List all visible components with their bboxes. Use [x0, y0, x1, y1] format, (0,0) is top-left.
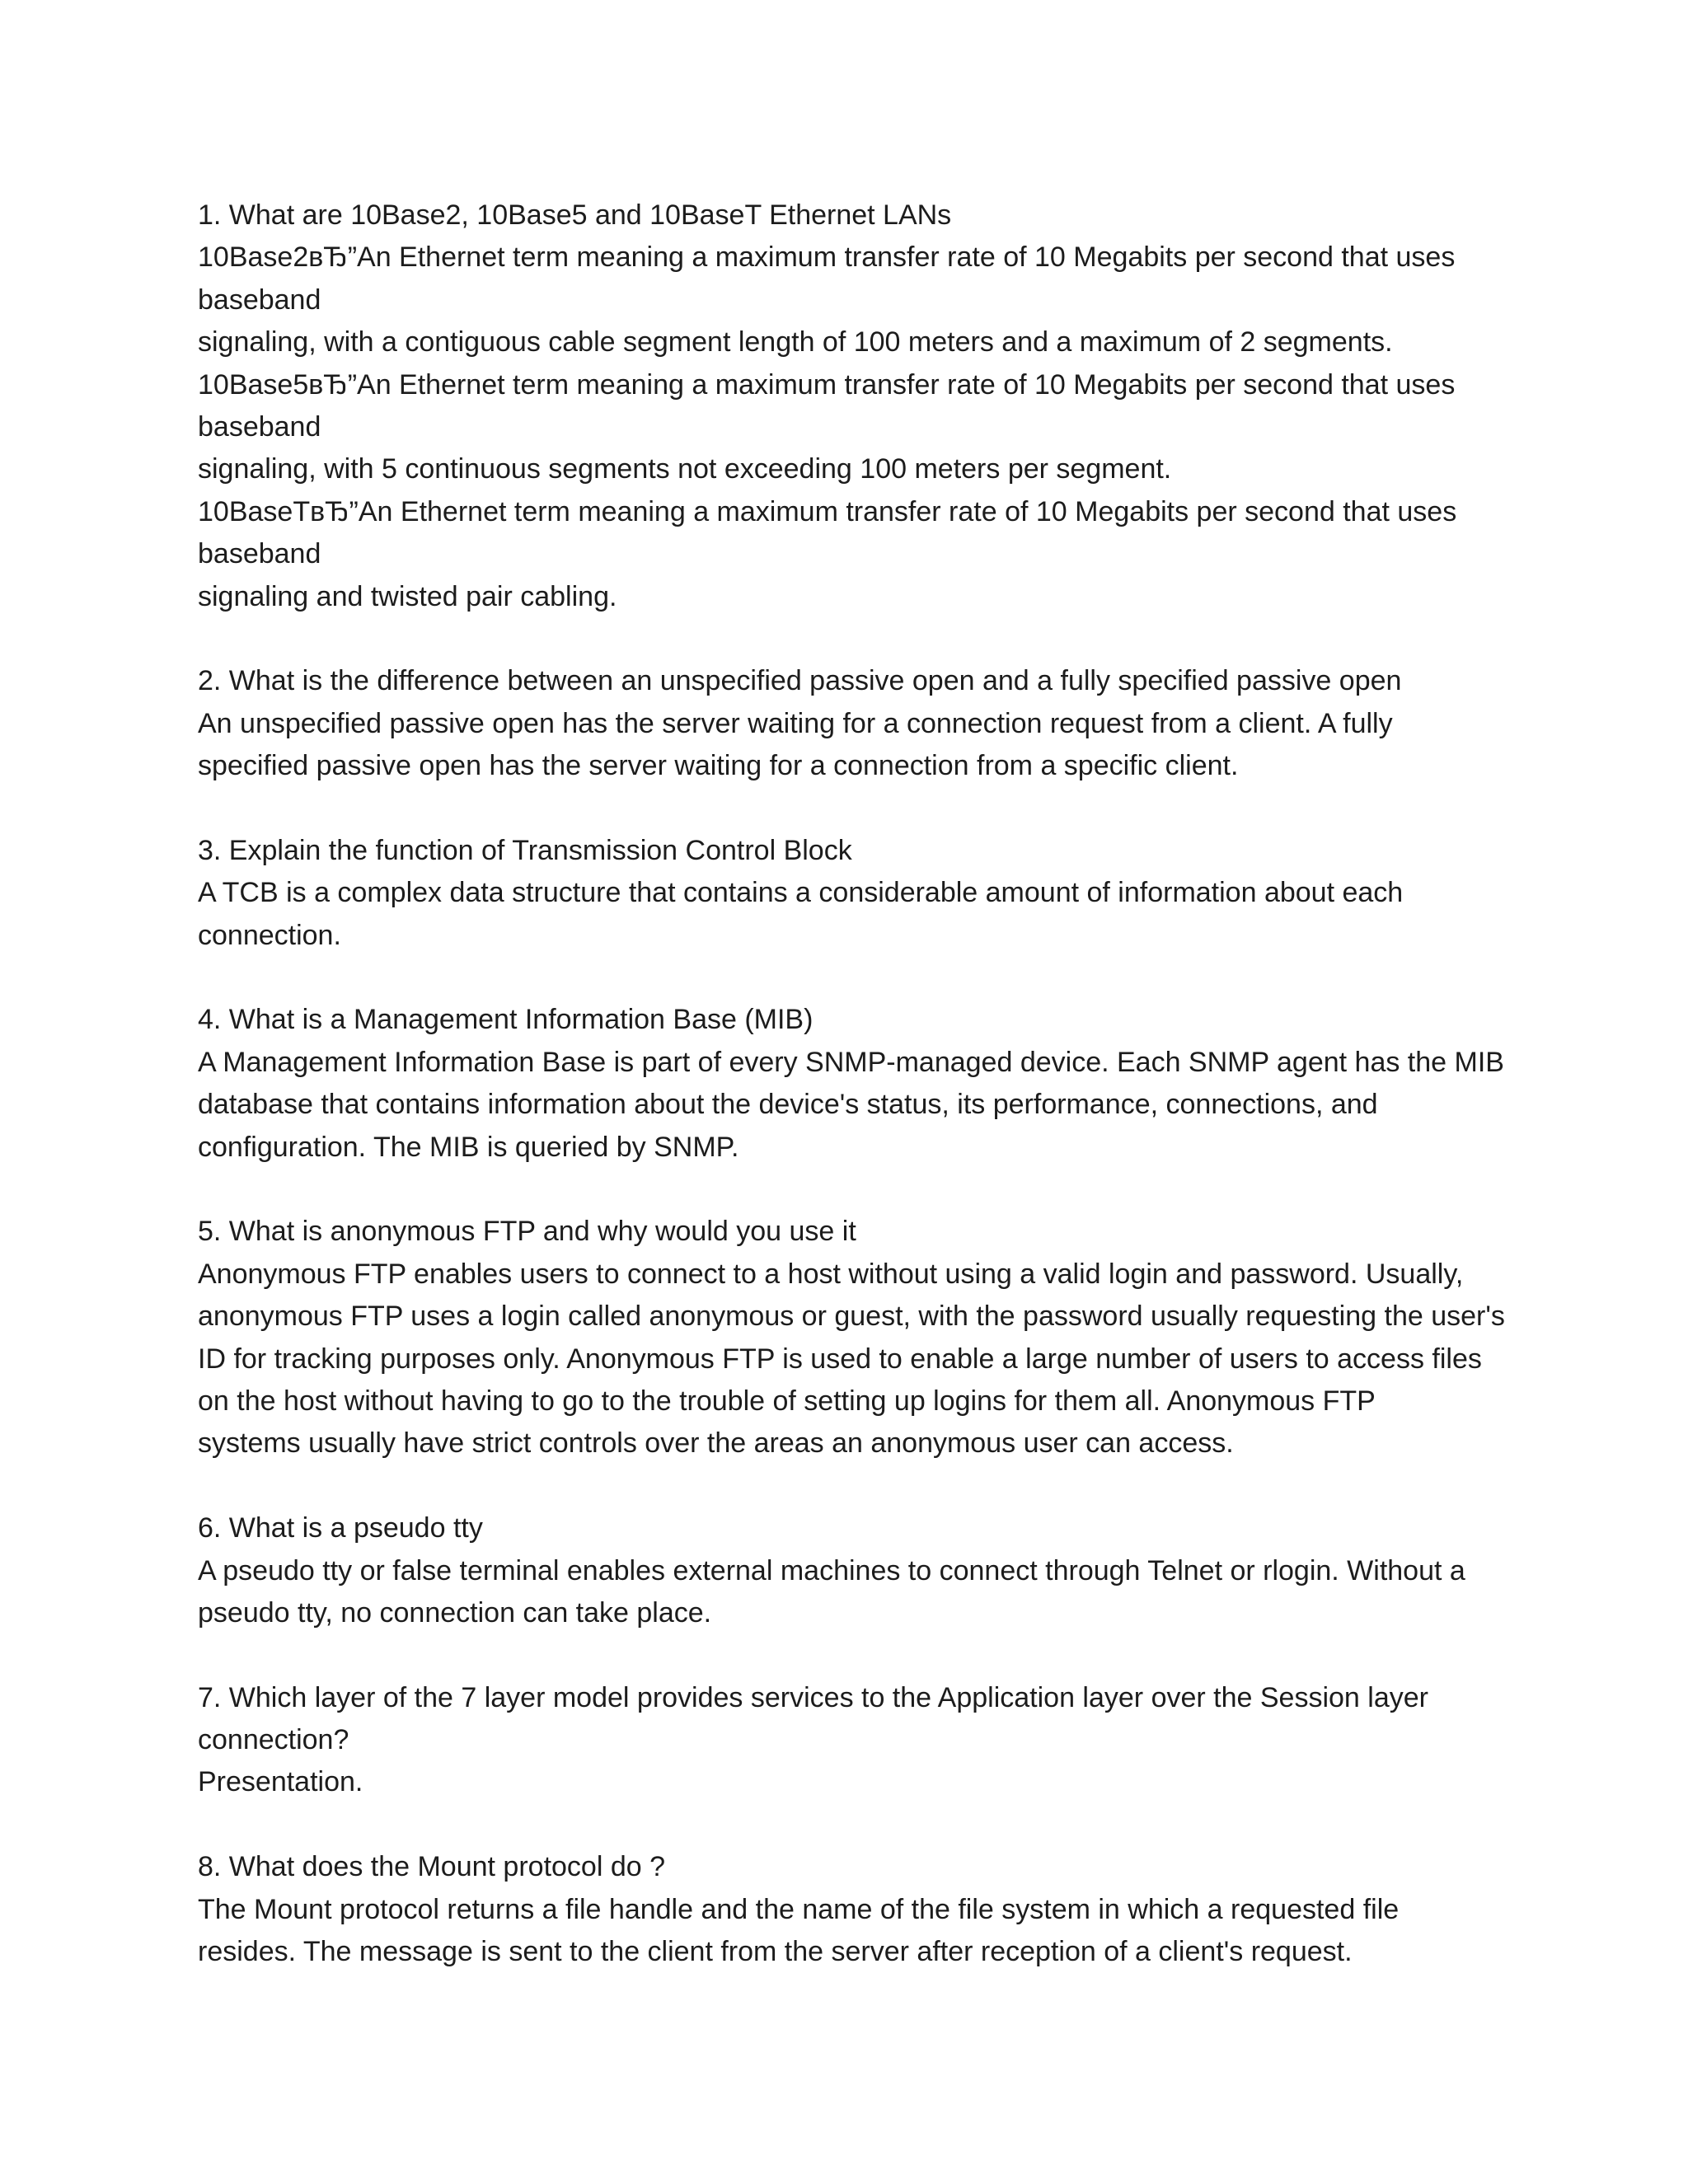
section-spacer [198, 1169, 1500, 1211]
answer-line: ID for tracking purposes only. Anonymous FTP is used to enable a large number of users to access files [198, 1343, 1482, 1375]
answer-line: signaling and twisted pair cabling. [198, 580, 617, 612]
section-spacer [198, 1634, 1500, 1676]
qa-section-1 [198, 194, 1500, 618]
qa-section-5 [198, 1211, 1505, 1465]
section-spacer [198, 1804, 1500, 1846]
qa-section-7 [198, 1677, 1500, 1804]
qa-section-4 [198, 999, 1504, 1169]
document-body [198, 194, 1505, 1973]
question-8: 8. What does the Mount protocol do ? [198, 1851, 666, 1883]
question-4: 4. What is a Management Information Base (MIB) [198, 1004, 814, 1036]
answer-line: 10BaseTвЂ”An Ethernet term meaning a maximum transfer rate of 10 Megabits per second that uses [198, 495, 1457, 527]
question-7: 7. Which layer of the 7 layer model provides services to the Application layer over the Session layer [198, 1681, 1428, 1713]
answer-line: configuration. The MIB is queried by SNMP. [198, 1131, 739, 1163]
answer-line: baseband [198, 284, 321, 316]
answer-line: database that contains information about the device's status, its performance, connections, and [198, 1089, 1378, 1121]
answer-line: baseband [198, 538, 321, 570]
answer-line: baseband [198, 410, 321, 443]
qa-section-8 [198, 1846, 1500, 1973]
answer-line: The Mount protocol returns a file handle and the name of the file system in which a requested file [198, 1893, 1400, 1925]
answer-line: Presentation. [198, 1766, 363, 1798]
answer-line: A TCB is a complex data structure that contains a considerable amount of information about each [198, 877, 1404, 909]
question-5: 5. What is anonymous FTP and why would you use it [198, 1216, 856, 1248]
answer-line: resides. The message is sent to the client from the server after reception of a client's request. [198, 1936, 1353, 1968]
qa-section-3 [198, 830, 1500, 957]
section-spacer [198, 787, 1500, 829]
question-2: 2. What is the difference between an unspecified passive open and a fully specified passive open [198, 665, 1402, 697]
answer-line: anonymous FTP uses a login called anonymous or guest, with the password usually requesting the user's [198, 1301, 1505, 1333]
answer-line: A pseudo tty or false terminal enables external machines to connect through Telnet or rlogin. Without a [198, 1554, 1465, 1586]
answer-line: Anonymous FTP enables users to connect to a host without using a valid login and password. Usually, [198, 1258, 1464, 1290]
qa-section-6 [198, 1507, 1500, 1634]
answer-line: An unspecified passive open has the server waiting for a connection request from a client. A fully [198, 707, 1393, 739]
section-spacer [198, 1465, 1500, 1507]
answer-line: connection. [198, 919, 341, 951]
answer-line: pseudo tty, no connection can take place. [198, 1596, 712, 1629]
question-6: 6. What is a pseudo tty [198, 1512, 483, 1544]
question-1: 1. What are 10Base2, 10Base5 and 10BaseT Ethernet LANs [198, 199, 952, 231]
section-spacer [198, 957, 1500, 999]
qa-section-2 [198, 660, 1500, 787]
answer-line: on the host without having to go to the trouble of setting up logins for them all. Anonymous FTP [198, 1385, 1376, 1417]
answer-line: specified passive open has the server waiting for a connection from a specific client. [198, 750, 1239, 782]
answer-line: 10Base5вЂ”An Ethernet term meaning a maximum transfer rate of 10 Megabits per second that uses [198, 368, 1456, 401]
question-3: 3. Explain the function of Transmission Control Block [198, 834, 852, 866]
answer-line: A Management Information Base is part of every SNMP-managed device. Each SNMP agent has the MIB [198, 1046, 1504, 1078]
answer-line: systems usually have strict controls over the areas an anonymous user can access. [198, 1427, 1234, 1460]
answer-line: 10Base2вЂ”An Ethernet term meaning a maximum transfer rate of 10 Megabits per second that uses [198, 241, 1456, 274]
section-spacer [198, 618, 1500, 660]
answer-line: signaling, with a contiguous cable segment length of 100 meters and a maximum of 2 segments. [198, 326, 1393, 359]
answer-line: signaling, with 5 continuous segments not exceeding 100 meters per segment. [198, 453, 1172, 485]
answer-line: connection? [198, 1724, 349, 1756]
